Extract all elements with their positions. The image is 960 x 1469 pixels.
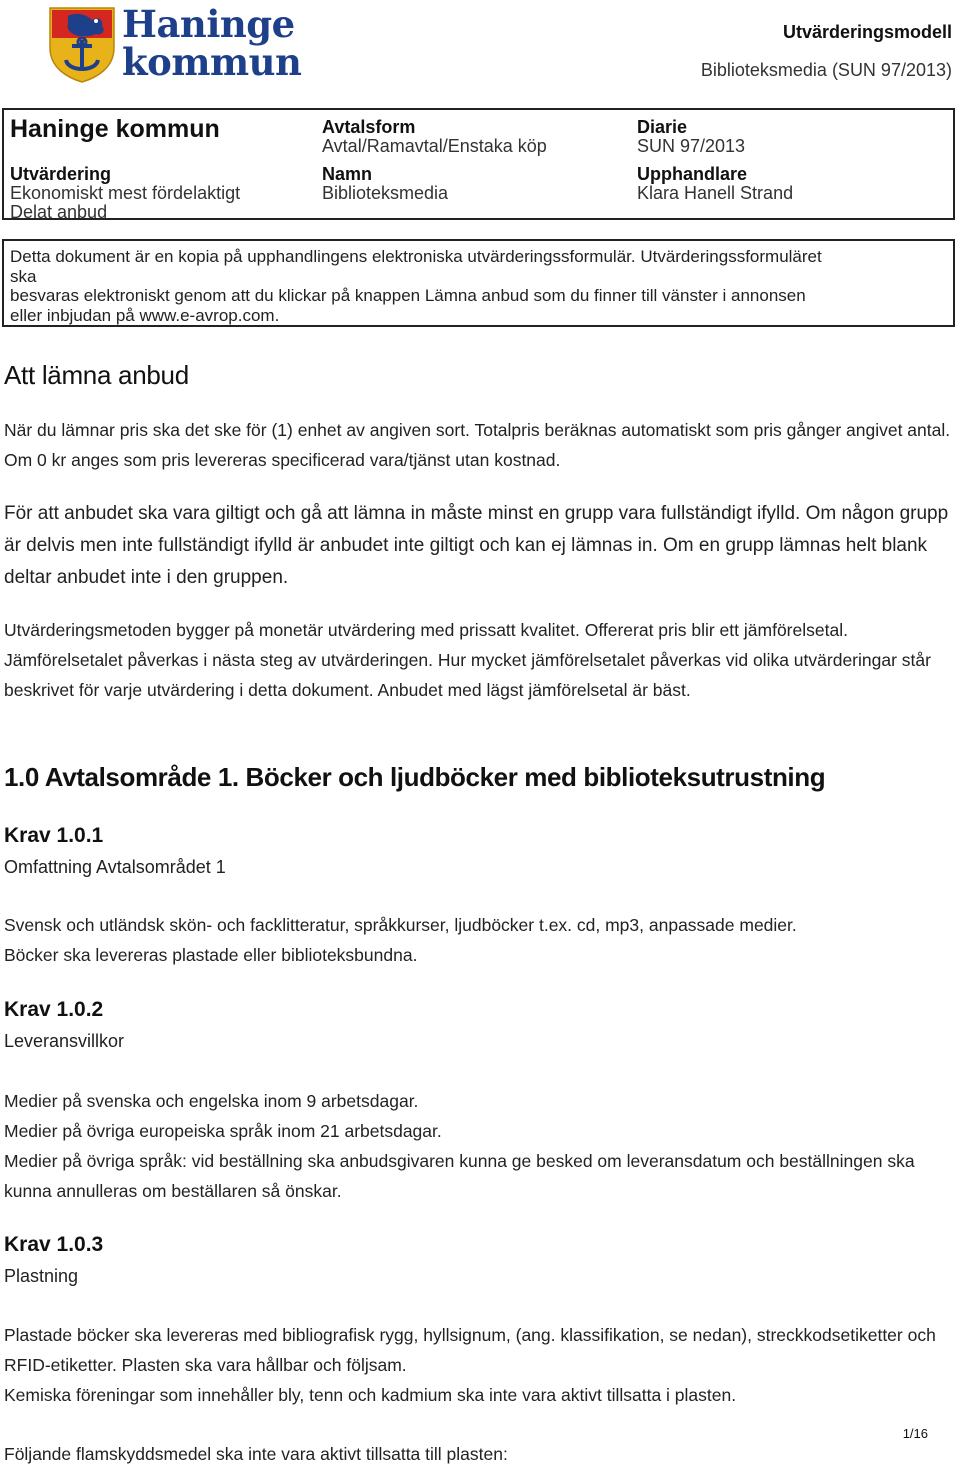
utvardering-value-2: Delat anbud bbox=[10, 202, 108, 222]
area-heading: 1.0 Avtalsområde 1. Böcker och ljudböcker med biblioteksutrustning bbox=[4, 762, 826, 792]
organization-name: Haninge kommun bbox=[10, 115, 220, 143]
notice-line-2: ska bbox=[10, 266, 37, 286]
bid-paragraph-1: När du lämnar pris ska det ske för (1) enhet av angiven sort. Totalpris beräknas automatiskt som pris gånger angivet antal. Om 0 kr anges som pris levereras specificerad vara/tjänst utan kostnad. bbox=[4, 420, 951, 470]
avtalsform-cell bbox=[322, 118, 547, 156]
bid-paragraph-3: Utvärderingsmetoden bygger på monetär utvärdering med prissatt kvalitet. Offererat pris blir ett jämförelsetal. Jämförelsetalet påverkas i nästa steg av utvärderingen. Hur mycket jämförelsetalet påverkas vid olika utvärderingar står beskrivet för varje utvärdering i detta dokument. Anbudet med lägst jämförelsetal är bäst. bbox=[4, 620, 931, 700]
notice-line-1: Detta dokument är en kopia på upphandlingens elektroniska utvärderingssformulär. Utvärderingssformuläret bbox=[10, 247, 822, 266]
upphandlare-label: Upphandlare bbox=[637, 164, 748, 184]
krav-heading: Krav 1.0.1 bbox=[4, 824, 104, 847]
krav-text: Medier på övriga europeiska språk inom 21 arbetsdagar. bbox=[4, 1121, 442, 1141]
notice-line-4: eller inbjudan på www.e-avrop.com. bbox=[10, 305, 280, 325]
upphandlare-cell bbox=[637, 165, 793, 203]
page-number: 1/16 bbox=[902, 1426, 928, 1441]
diarie-cell bbox=[637, 118, 745, 156]
upphandlare-value: Klara Hanell Strand bbox=[637, 183, 794, 203]
krav-text: Svensk och utländsk skön- och facklitteratur, språkkurser, ljudböcker t.ex. cd, mp3, anpassade medier. bbox=[4, 915, 797, 935]
document-title: Utvärderingsmodell bbox=[782, 22, 952, 42]
logo-line-2: kommun bbox=[122, 40, 302, 84]
electronic-form-notice bbox=[2, 239, 955, 327]
krav-text: Medier på övriga språk: vid beställning ska anbudsgivaren kunna ge besked om leveransdatum och beställningen ska kunna annulleras om beställaren så önskar. bbox=[4, 1151, 915, 1201]
namn-label: Namn bbox=[322, 164, 373, 184]
utvardering-label: Utvärdering bbox=[10, 164, 112, 184]
krav-text: Följande flamskyddsmedel ska inte vara aktivt tillsatta till plasten: bbox=[4, 1444, 508, 1464]
krav-text: Plastade böcker ska levereras med bibliografisk rygg, hyllsignum, (ang. klassifikation, se nedan), streckkodsetiketter och RFID-etiketter. Plasten ska vara hållbar och följsam. bbox=[4, 1325, 936, 1375]
krav-subtitle: Leveransvillkor bbox=[4, 1031, 125, 1051]
notice-line-3: besvaras elektroniskt genom att du klickar på knappen Lämna anbud som du finner till vänster i annonsen bbox=[10, 286, 806, 305]
krav-text: Kemiska föreningar som innehåller bly, tenn och kadmium ska inte vara aktivt tillsatta i plasten. bbox=[4, 1385, 737, 1405]
section-heading: Att lämna anbud bbox=[4, 360, 189, 390]
diarie-value: SUN 97/2013 bbox=[637, 136, 746, 156]
diarie-label: Diarie bbox=[637, 117, 688, 137]
utvardering-value-1: Ekonomiskt mest fördelaktigt bbox=[10, 183, 241, 203]
procurement-info-box bbox=[2, 108, 955, 220]
coat-of-arms-icon bbox=[46, 4, 118, 84]
krav-heading: Krav 1.0.2 bbox=[4, 998, 104, 1021]
utvardering-cell bbox=[10, 165, 240, 222]
krav-text: Medier på svenska och engelska inom 9 arbetsdagar. bbox=[4, 1091, 419, 1111]
bid-paragraph-2: För att anbudet ska vara giltigt och gå att lämna in måste minst en grupp vara fullständigt ifylld. Om någon grupp är delvis men inte fullständigt ifylld är anbudet inte giltigt och kan ej lämnas in. Om en grupp lämnas helt blank deltar anbudet inte i den gruppen. bbox=[4, 503, 949, 588]
avtalsform-value: Avtal/Ramavtal/Enstaka köp bbox=[322, 136, 547, 156]
krav-subtitle: Omfattning Avtalsområdet 1 bbox=[4, 857, 226, 877]
namn-value: Biblioteksmedia bbox=[322, 183, 449, 203]
krav-text: Böcker ska levereras plastade eller biblioteksbundna. bbox=[4, 945, 418, 965]
avtalsform-label: Avtalsform bbox=[322, 117, 416, 137]
namn-cell bbox=[322, 165, 448, 203]
haninge-logo bbox=[46, 2, 302, 84]
krav-heading: Krav 1.0.3 bbox=[4, 1233, 104, 1256]
logo-line-1: Haninge bbox=[122, 2, 295, 46]
krav-subtitle: Plastning bbox=[4, 1266, 79, 1286]
document-subtitle: Biblioteksmedia (SUN 97/2013) bbox=[700, 60, 952, 80]
